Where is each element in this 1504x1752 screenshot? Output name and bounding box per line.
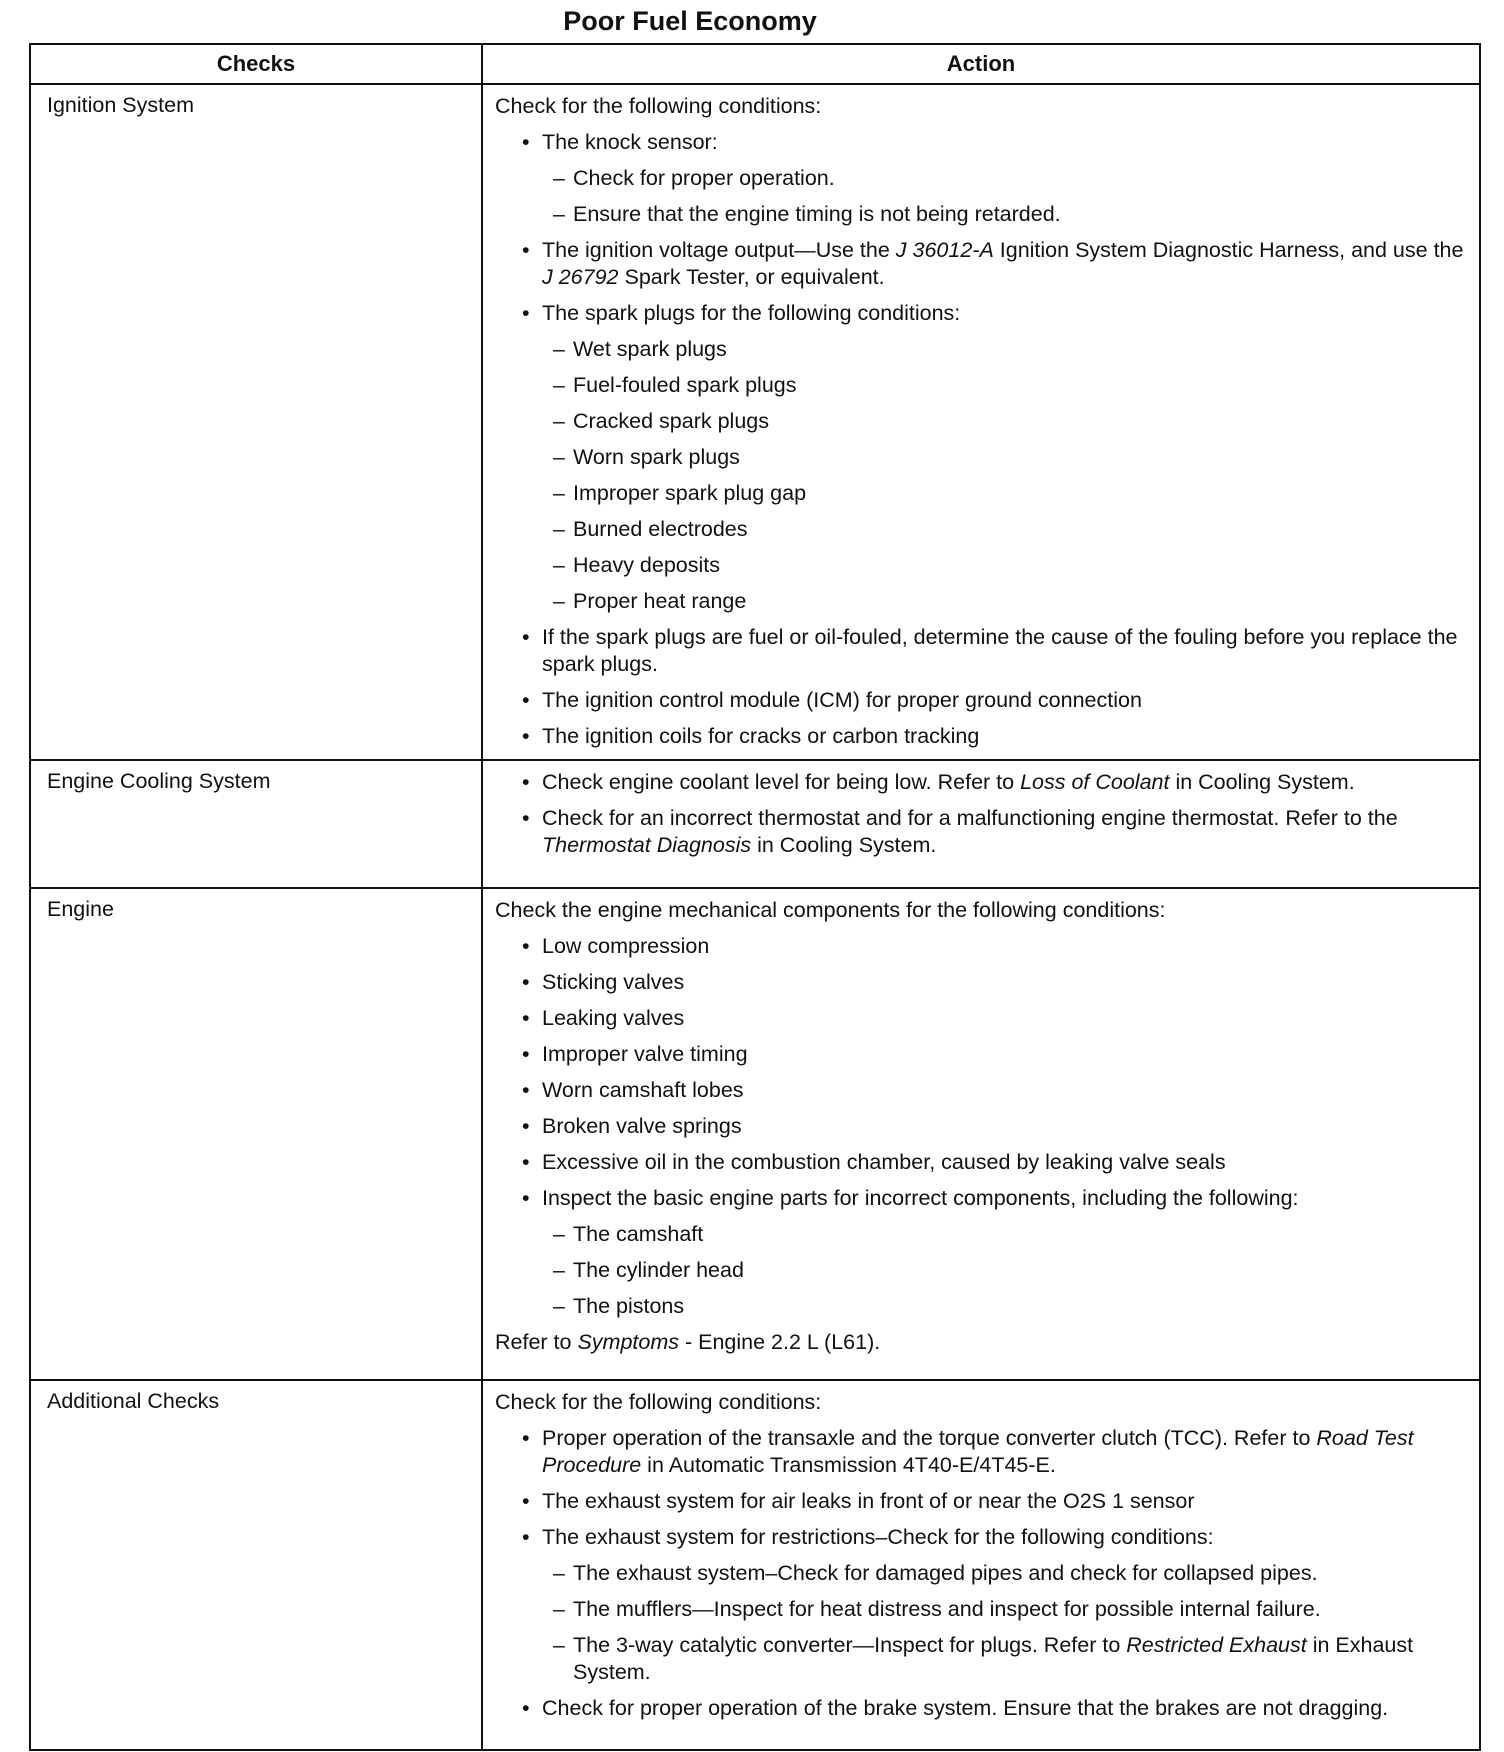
bullet-item [495,769,1465,796]
dash-item [495,516,1465,543]
text-segment: The exhaust system–Check for damaged pipes and check for collapsed pipes. [573,1561,1318,1585]
table-header-row [30,44,1480,84]
text-segment: Broken valve springs [542,1114,742,1138]
text-segment: Burned electrodes [573,517,748,541]
text-segment: Ignition System Diagnostic Harness, and use the [993,238,1464,262]
text-segment: Improper spark plug gap [573,481,807,505]
text-segment: in Exhaust System. [573,1633,1414,1684]
dash-item [495,1596,1465,1623]
bullet-item [495,1113,1465,1140]
action-cell [482,84,1480,760]
diagnostic-table [29,43,1481,1751]
dash-item [495,372,1465,399]
text-segment: Fuel-fouled spark plugs [573,373,797,397]
text-segment: Worn camshaft lobes [542,1078,744,1102]
text-segment: The ignition voltage output—Use the [542,238,896,262]
header-checks: Checks [30,44,482,84]
reference-text: J 36012-A [895,238,994,262]
text-segment: Excessive oil in the combustion chamber, caused by leaking valve seals [542,1150,1226,1174]
bullet-item [495,687,1465,714]
header-action: Action [482,44,1480,84]
text-segment: Check the engine mechanical components for the following conditions: [495,898,1166,922]
text-segment: Check for the following conditions: [495,94,822,118]
text-segment: The ignition coils for cracks or carbon tracking [542,724,980,748]
text-segment: The pistons [573,1294,685,1318]
reference-text: Loss of Coolant [1020,770,1170,794]
dash-item [495,444,1465,471]
text-segment: Check for proper operation. [573,166,835,190]
text-segment: The cylinder head [573,1258,744,1282]
check-cell: Additional Checks [30,1380,482,1750]
paragraph [495,93,1465,120]
check-cell: Engine [30,888,482,1380]
bullet-item [495,723,1465,750]
bullet-item [495,1041,1465,1068]
check-cell: Ignition System [30,84,482,760]
text-segment: Improper valve timing [542,1042,748,1066]
bullet-item [495,1185,1465,1212]
text-segment: Proper heat range [573,589,747,613]
bullet-item [495,1425,1465,1479]
text-segment: The exhaust system for air leaks in front of or near the O2S 1 sensor [542,1489,1195,1513]
bullet-item [495,969,1465,996]
dash-item [495,480,1465,507]
text-segment: The knock sensor: [542,130,718,154]
text-segment: Wet spark plugs [573,337,727,361]
bullet-item [495,805,1465,859]
text-segment: in Cooling System. [751,833,937,857]
dash-item [495,165,1465,192]
text-segment: The spark plugs for the following conditions: [542,301,961,325]
paragraph [495,1329,1465,1356]
bullet-item [495,129,1465,156]
dash-item [495,1632,1465,1686]
reference-text: J 26792 [542,265,619,289]
table-row [30,84,1480,760]
text-segment: Refer to [495,1330,578,1354]
text-segment: Check for proper operation of the brake system. Ensure that the brakes are not dragging. [542,1696,1389,1720]
bullet-item [495,624,1465,678]
text-segment: Cracked spark plugs [573,409,769,433]
paragraph [495,897,1465,924]
table-row [30,1380,1480,1750]
bullet-item [495,1005,1465,1032]
text-segment: The exhaust system for restrictions–Check for the following conditions: [542,1525,1214,1549]
bullet-item [495,933,1465,960]
reference-text: Symptoms [577,1330,680,1354]
dash-item [495,1293,1465,1320]
dash-item [495,336,1465,363]
dash-item [495,1257,1465,1284]
bullet-item [495,300,1465,327]
text-segment: Sticking valves [542,970,685,994]
text-segment: Inspect the basic engine parts for incorrect components, including the following: [542,1186,1299,1210]
bullet-item [495,1149,1465,1176]
bullet-item [495,1077,1465,1104]
check-cell: Engine Cooling System [30,760,482,888]
text-segment: Check for the following conditions: [495,1390,822,1414]
bullet-item [495,1488,1465,1515]
text-segment: The camshaft [573,1222,704,1246]
text-segment: in Cooling System. [1169,770,1355,794]
text-segment: Check engine coolant level for being low. Refer to [542,770,1021,794]
text-segment: Proper operation of the transaxle and the torque converter clutch (TCC). Refer to [542,1426,1317,1450]
dash-item [495,588,1465,615]
text-segment: The mufflers—Inspect for heat distress and inspect for possible internal failure. [573,1597,1321,1621]
table-row [30,888,1480,1380]
action-cell [482,1380,1480,1750]
text-segment: Worn spark plugs [573,445,740,469]
text-segment: Leaking valves [542,1006,685,1030]
bullet-item [495,1695,1465,1722]
text-segment: Low compression [542,934,710,958]
text-segment: Spark Tester, or equivalent. [618,265,885,289]
dash-item [495,201,1465,228]
text-segment: The ignition control module (ICM) for proper ground connection [542,688,1142,712]
text-segment: If the spark plugs are fuel or oil-fouled, determine the cause of the fouling before you replace the spark plugs. [542,625,1458,676]
action-cell [482,888,1480,1380]
table-row [30,760,1480,888]
page-title: Poor Fuel Economy [563,6,817,36]
text-segment: - Engine 2.2 L (L61). [679,1330,881,1354]
text-segment: Ensure that the engine timing is not being retarded. [573,202,1061,226]
action-cell [482,760,1480,888]
bullet-item [495,237,1465,291]
dash-item [495,408,1465,435]
paragraph [495,1389,1465,1416]
dash-item [495,552,1465,579]
text-segment: The 3-way catalytic converter—Inspect for plugs. Refer to [573,1633,1127,1657]
text-segment: in Automatic Transmission 4T40-E/4T45-E. [641,1453,1056,1477]
bullet-item [495,1524,1465,1551]
dash-item [495,1221,1465,1248]
reference-text: Road Test Procedure [542,1426,1414,1477]
reference-text: Restricted Exhaust [1126,1633,1307,1657]
text-segment: Check for an incorrect thermostat and for a malfunctioning engine thermostat. Refer to the [542,806,1398,830]
dash-item [495,1560,1465,1587]
text-segment: Heavy deposits [573,553,720,577]
reference-text: Thermostat Diagnosis [542,833,752,857]
